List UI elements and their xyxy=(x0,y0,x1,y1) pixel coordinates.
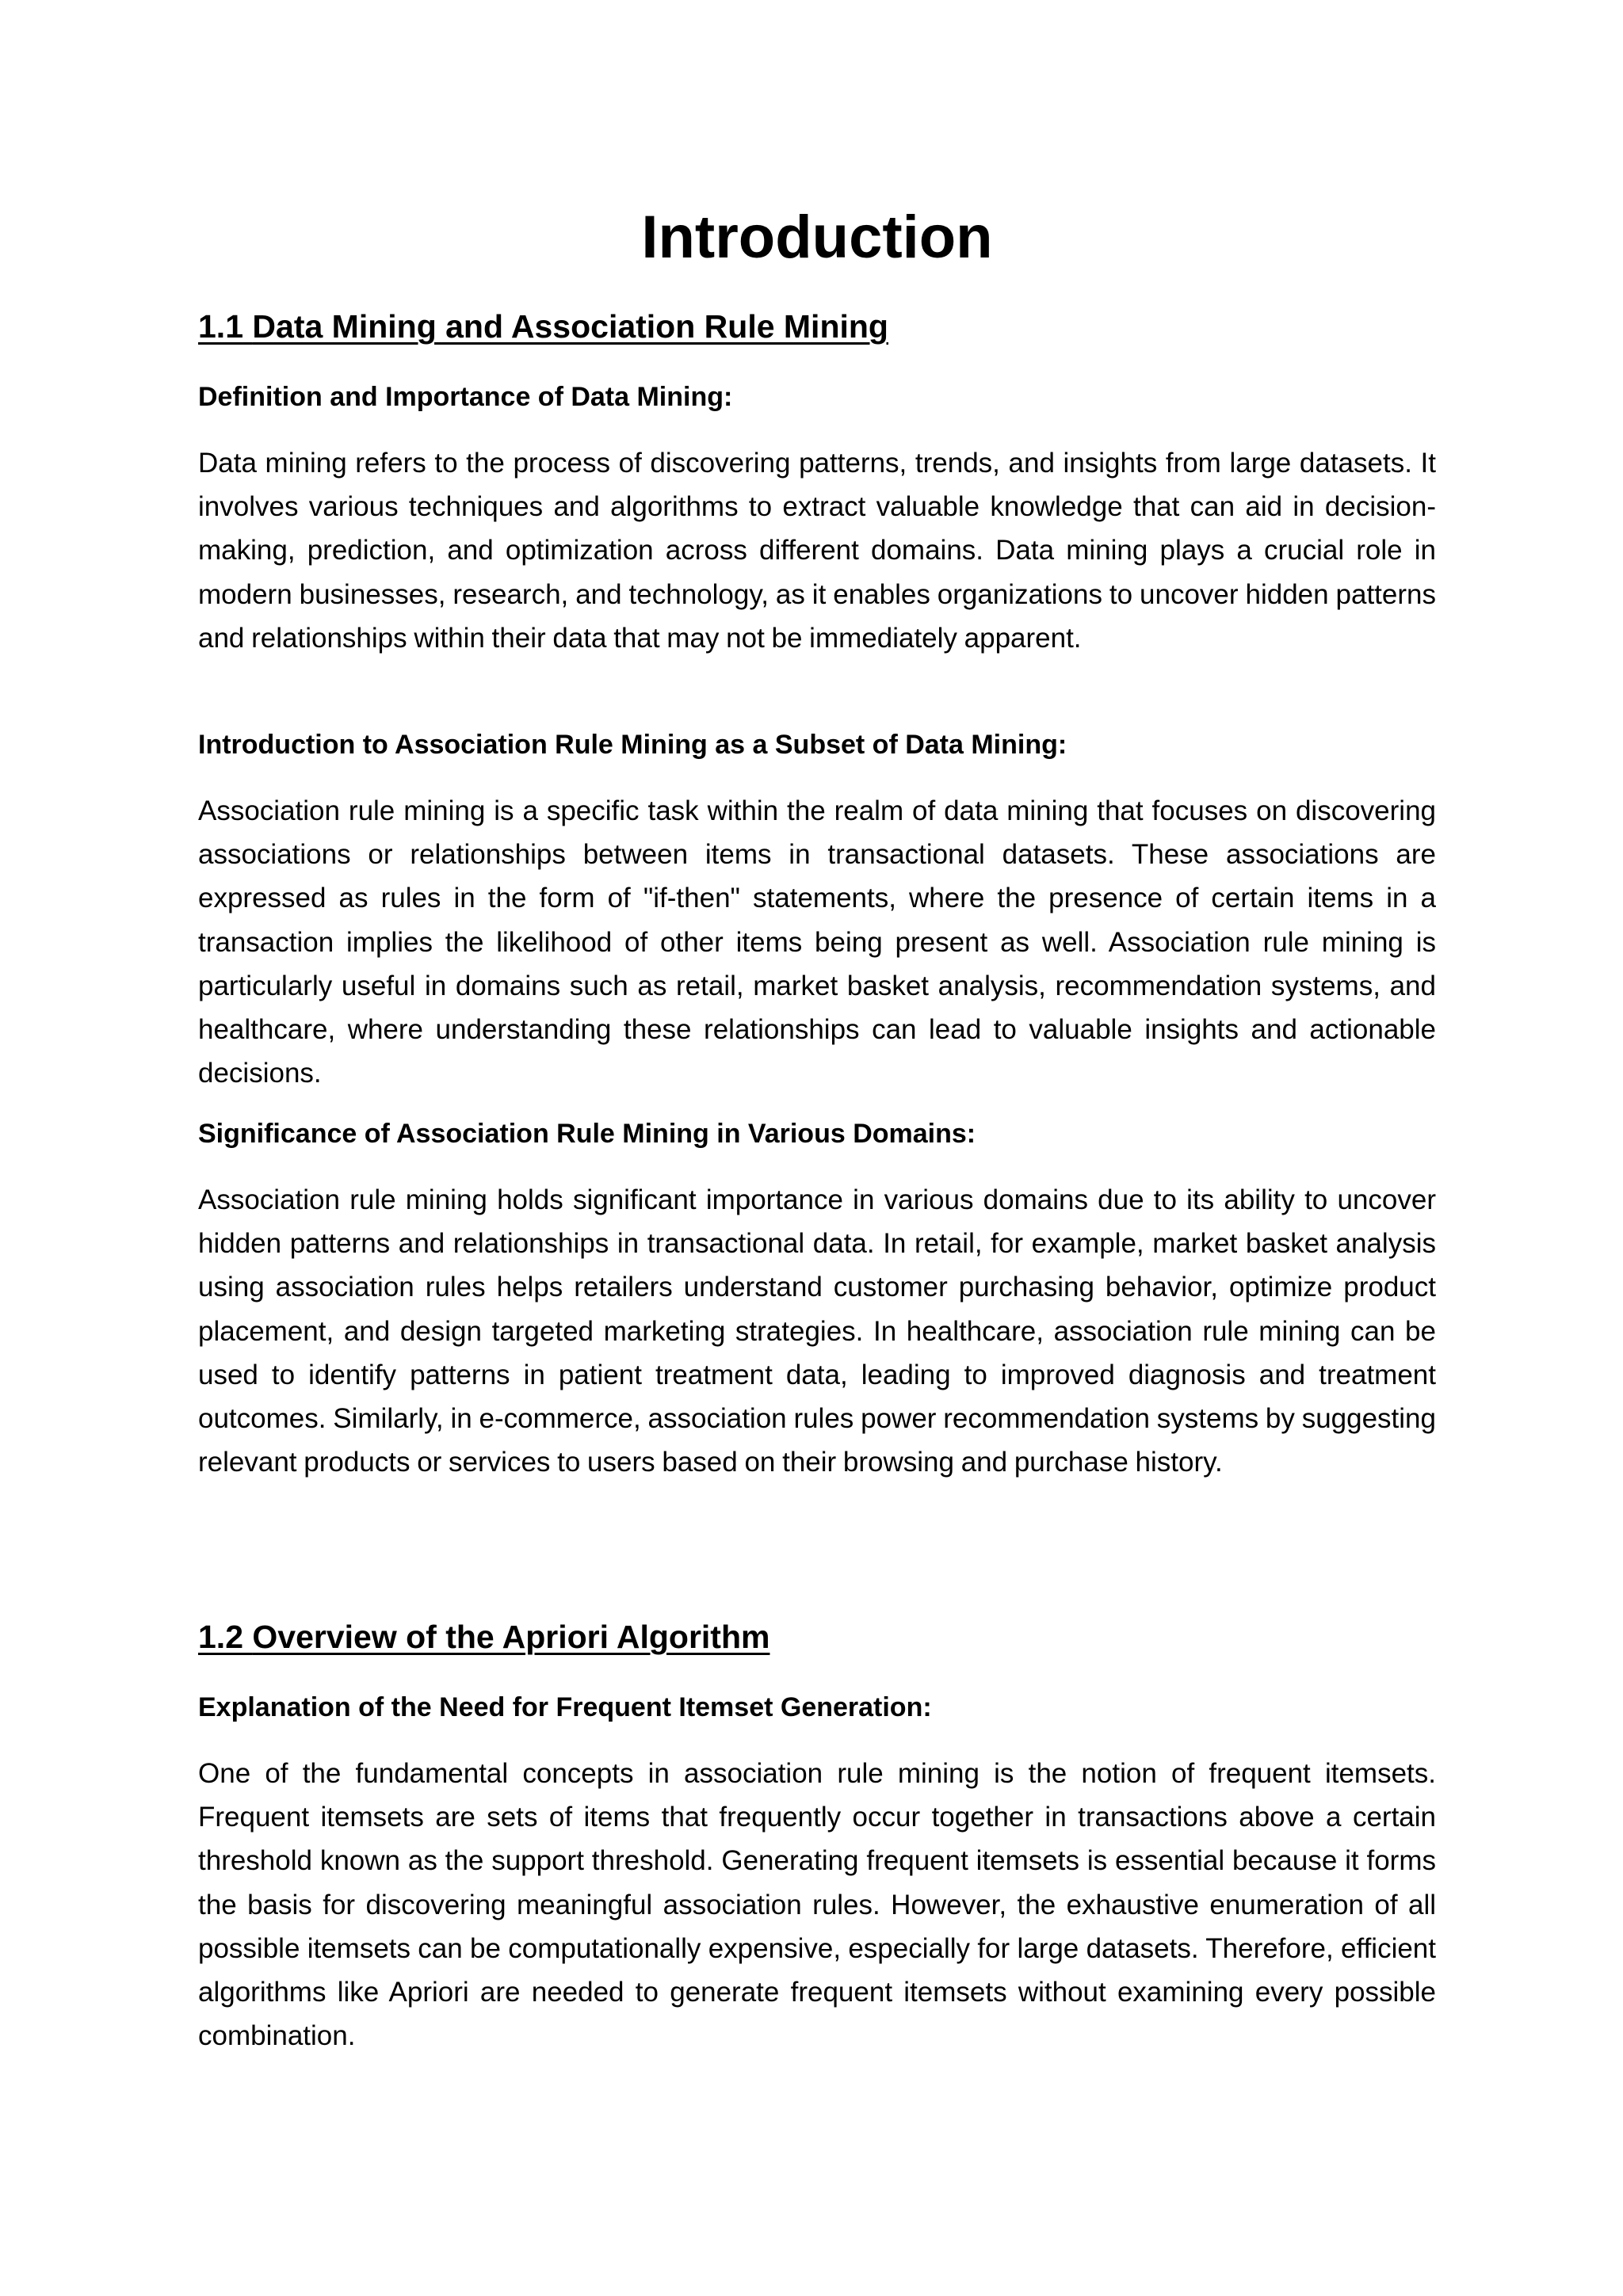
paragraph-significance-association-rule-mining: Association rule mining holds significant importance in various domains due to its ability to uncover hidden patterns and relationships in transactional data. In retail, for example, market basket analysis using association rules helps retailers understand customer purchasing behavior, optimize product placement, and design targeted marketing strategies. In healthcare, association rule mining can be used to identify patterns in patient treatment data, leading to improved diagnosis and treatment outcomes. Similarly, in e-commerce, association rules power recommendation systems by suggesting relevant products or services to users based on their browsing and purchase history. xyxy=(198,1184,1436,1478)
section-heading-1-2 xyxy=(198,1615,769,1659)
document-page xyxy=(198,0,1436,2296)
section-number: 1.2 xyxy=(198,1619,243,1655)
section-title: Data Mining and Association Rule Mining xyxy=(252,308,888,345)
paragraph-frequent-itemset-generation: One of the fundamental concepts in association rule mining is the notion of frequent itemsets. Frequent itemsets are sets of items that frequently occur together in transactions above a certain threshold known as the support threshold. Generating frequent itemsets is essential because it forms the basis for discovering meaningful association rules. However, the exhaustive enumeration of all possible itemsets can be computationally expensive, especially for large datasets. Therefore, efficient algorithms like Apriori are needed to generate frequent itemsets without examining every possible combination. xyxy=(198,1758,1436,2052)
section-heading-1-1 xyxy=(198,304,888,349)
subheading-frequent-itemset-generation: Explanation of the Need for Frequent Itemset Generation: xyxy=(198,1692,932,1722)
subheading-significance-association-rule-mining: Significance of Association Rule Mining in Various Domains: xyxy=(198,1119,976,1149)
section-title: Overview of the Apriori Algorithm xyxy=(252,1619,770,1655)
subheading-definition-data-mining: Definition and Importance of Data Mining: xyxy=(198,382,733,412)
subheading-intro-association-rule-mining: Introduction to Association Rule Mining as a Subset of Data Mining: xyxy=(198,730,1067,760)
page-title: Introduction xyxy=(641,204,993,271)
paragraph-intro-association-rule-mining: Association rule mining is a specific task within the realm of data mining that focuses on discovering associations or relationships between items in transactional datasets. These associations are expressed as rules in the form of "if-then" statements, where the presence of certain items in a transaction implies the likelihood of other items being present as well. Association rule mining is particularly useful in domains such as retail, market basket analysis, recommendation systems, and healthcare, where understanding these relationships can lead to valuable insights and actionable decisions. xyxy=(198,795,1436,1089)
paragraph-definition-data-mining: Data mining refers to the process of discovering patterns, trends, and insights from large datasets. It involves various techniques and algorithms to extract valuable knowledge that can aid in decision-making, prediction, and optimization across different domains. Data mining plays a crucial role in modern businesses, research, and technology, as it enables organizations to uncover hidden patterns and relationships within their data that may not be immediately apparent. xyxy=(198,448,1436,654)
section-number: 1.1 xyxy=(198,308,243,345)
